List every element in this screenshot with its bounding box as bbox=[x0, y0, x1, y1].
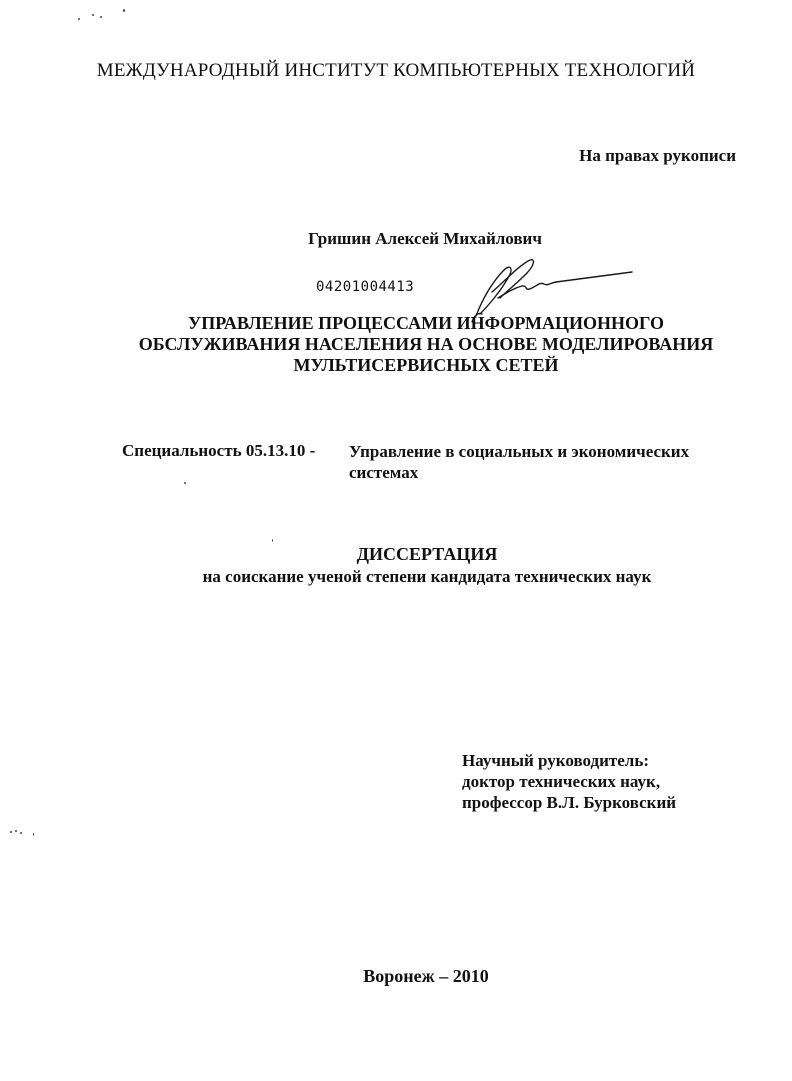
scan-speck bbox=[20, 832, 22, 834]
degree-subtitle: на соискание ученой степени кандидата технических наук bbox=[202, 567, 652, 586]
title-line: ОБСЛУЖИВАНИЯ НАСЕЛЕНИЯ НА ОСНОВЕ МОДЕЛИРОВАНИЯ bbox=[138, 334, 714, 354]
title-line: УПРАВЛЕНИЕ ПРОЦЕССАМИ ИНФОРМАЦИОННОГО bbox=[188, 313, 664, 333]
scan-speck bbox=[100, 16, 102, 18]
scan-speck bbox=[184, 482, 186, 484]
scan-speck bbox=[15, 830, 17, 832]
author-name: Гришин Алексей Михайлович bbox=[308, 229, 542, 248]
supervisor-line: профессор В.Л. Бурковский bbox=[462, 793, 677, 812]
city-year: Воронеж – 2010 bbox=[363, 966, 489, 986]
specialty-name bbox=[349, 441, 749, 483]
institute-name: МЕЖДУНАРОДНЫЙ ИНСТИТУТ КОМПЬЮТЕРНЫХ ТЕХНОЛОГИЙ bbox=[96, 60, 696, 81]
specialty-label: Специальность 05.13.10 - bbox=[122, 441, 316, 460]
scan-speck bbox=[92, 14, 94, 16]
scan-speck bbox=[10, 831, 12, 833]
dissertation-title bbox=[0, 313, 792, 376]
scan-speck bbox=[33, 833, 34, 836]
catalog-number: 04201004413 bbox=[316, 279, 415, 295]
rights-note: На правах рукописи bbox=[579, 146, 736, 165]
supervisor-line: доктор технических наук, bbox=[462, 772, 661, 791]
scan-speck bbox=[78, 18, 80, 20]
dissertation-heading: ДИССЕРТАЦИЯ bbox=[356, 544, 498, 564]
scan-speck bbox=[272, 539, 273, 542]
specialty-name-line: системах bbox=[349, 463, 419, 482]
supervisor-block bbox=[462, 750, 676, 813]
title-line: МУЛЬТИСЕРВИСНЫХ СЕТЕЙ bbox=[293, 355, 559, 375]
supervisor-line: Научный руководитель: bbox=[462, 751, 649, 770]
scan-speck bbox=[123, 9, 125, 12]
specialty-name-line: Управление в социальных и экономических bbox=[349, 442, 690, 461]
